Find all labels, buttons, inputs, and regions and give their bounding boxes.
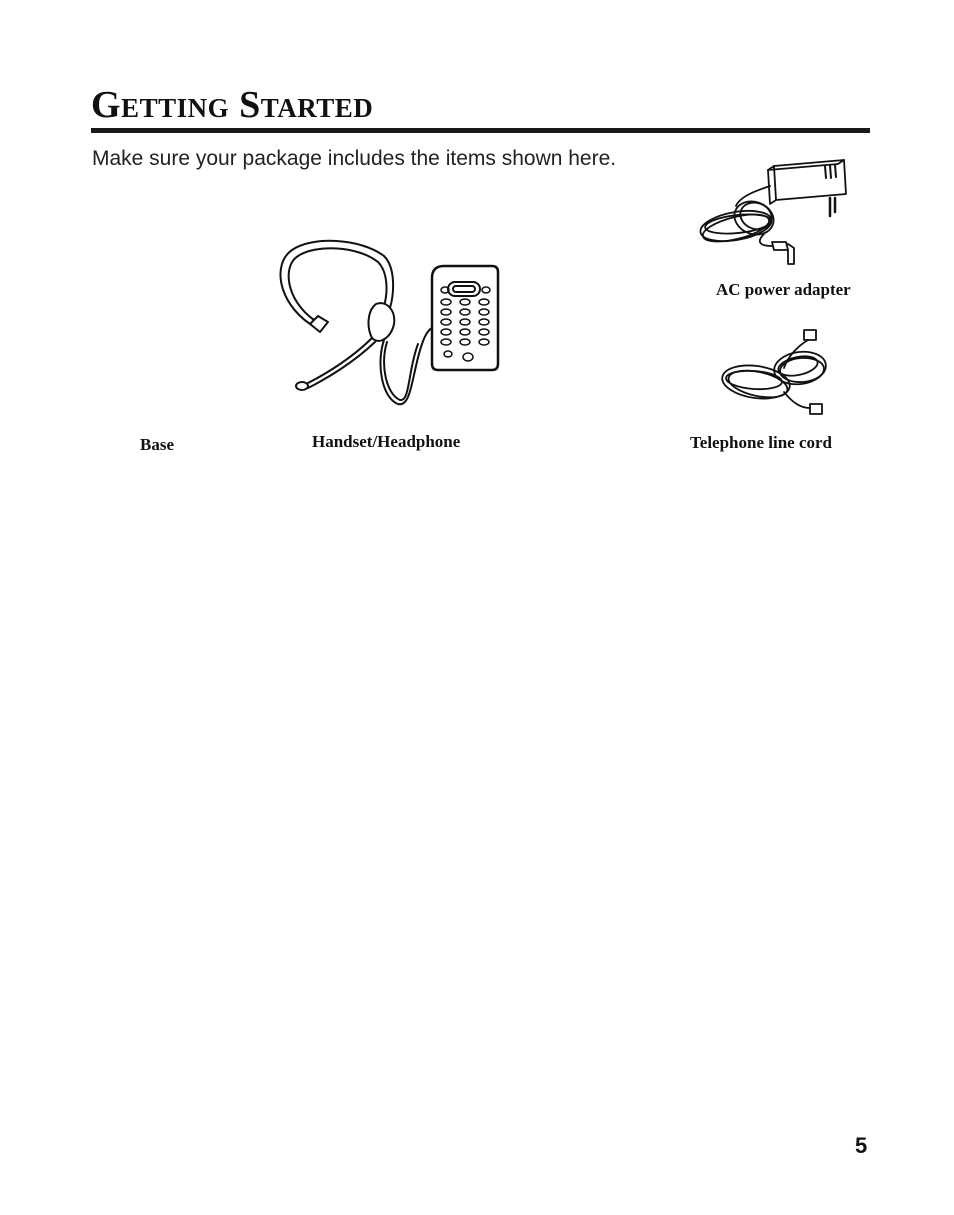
ac-power-adapter-label: AC power adapter <box>716 280 851 299</box>
ac-power-adapter-illustration <box>694 154 850 275</box>
handset-headphone-label: Handset/Headphone <box>312 432 461 451</box>
page-title: Getting Started <box>91 84 374 126</box>
headset-handset-illustration <box>272 236 504 411</box>
page-number: 5 <box>855 1133 868 1158</box>
telephone-line-cord-label: Telephone line cord <box>690 433 832 452</box>
base-label: Base <box>140 435 174 454</box>
title-rule <box>91 128 870 133</box>
intro-text: Make sure your package includes the items shown here. <box>92 147 617 170</box>
telephone-line-cord-illustration <box>718 326 838 425</box>
